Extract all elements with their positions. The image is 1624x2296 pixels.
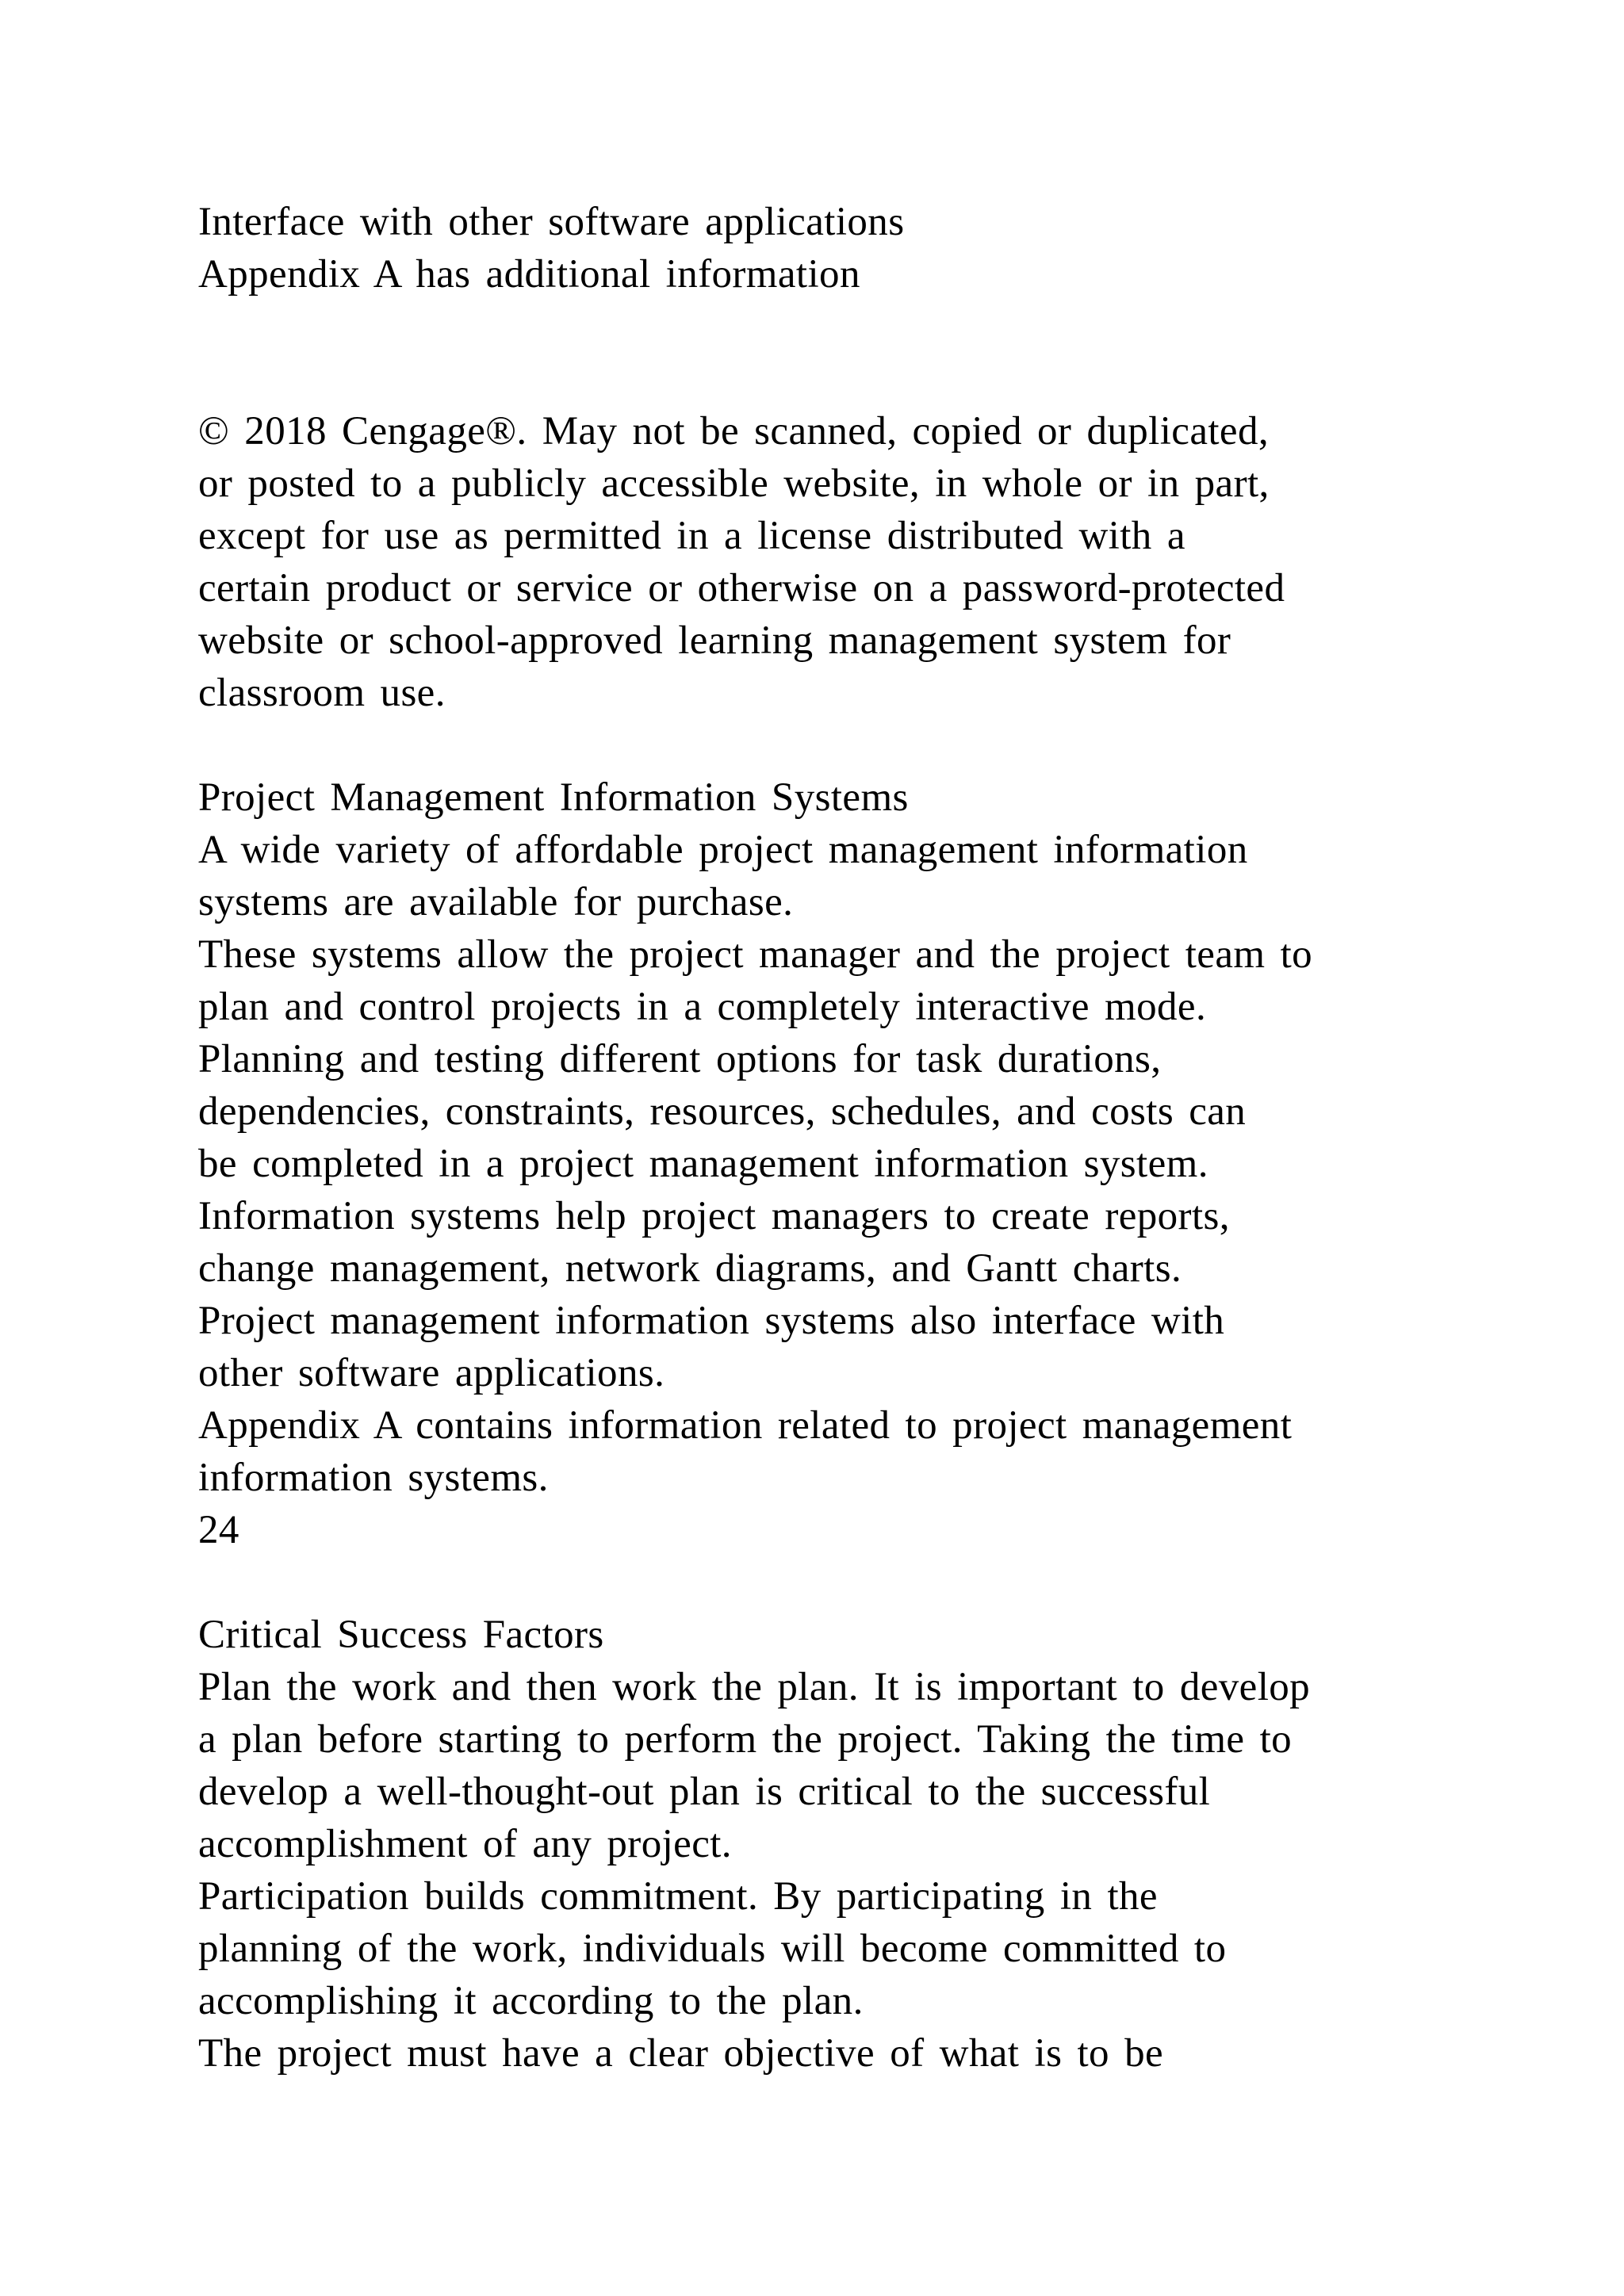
paragraph-spacer <box>198 719 1562 771</box>
text-line: a plan before starting to perform the project. Taking the time to <box>198 1717 1293 1762</box>
text-line: Project management information systems also interface with <box>198 1299 1225 1343</box>
text-line: Interface with other software applications <box>198 200 905 244</box>
text-line: be completed in a project management information system. <box>198 1142 1208 1186</box>
text-line: A wide variety of affordable project management information <box>198 828 1248 872</box>
text-line: accomplishment of any project. <box>198 1822 732 1866</box>
text-line: except for use as permitted in a license distributed with a <box>198 514 1185 558</box>
text-line: dependencies, constraints, resources, schedules, and costs can <box>198 1089 1247 1134</box>
text-line: change management, network diagrams, and Gantt charts. <box>198 1246 1182 1291</box>
text-line: systems are available for purchase. <box>198 880 794 924</box>
text-line: accomplishing it according to the plan. <box>198 1979 864 2023</box>
text-line: information systems. <box>198 1456 549 1500</box>
text-line: classroom use. <box>198 671 446 715</box>
text-line: Plan the work and then work the plan. It is important to develop <box>198 1665 1311 1709</box>
text-line: other software applications. <box>198 1351 665 1395</box>
document-body <box>198 196 1562 2080</box>
text-line: Appendix A contains information related to project management <box>198 1403 1293 1448</box>
text-line: Appendix A has additional information <box>198 252 860 297</box>
page-number: 24 <box>198 1508 239 1552</box>
text-line: plan and control projects in a completely interactive mode. <box>198 985 1207 1029</box>
section-pmis <box>198 771 1562 1556</box>
section-heading: Critical Success Factors <box>198 1613 604 1657</box>
text-line: certain product or service or otherwise on a password-protected <box>198 566 1285 610</box>
section-heading: Project Management Information Systems <box>198 775 909 820</box>
paragraph-spacer <box>198 1556 1562 1609</box>
text-line: Planning and testing different options for task durations, <box>198 1037 1162 1081</box>
text-line: or posted to a publicly accessible website, in whole or in part, <box>198 461 1270 506</box>
paragraph-interface-summary <box>198 196 1562 300</box>
text-line: website or school-approved learning management system for <box>198 618 1231 663</box>
text-line: © 2018 Cengage®. May not be scanned, copied or duplicated, <box>198 409 1270 453</box>
section-critical-success-factors <box>198 1609 1562 2080</box>
text-line: develop a well-thought-out plan is critical to the successful <box>198 1770 1211 1814</box>
text-line: Information systems help project managers to create reports, <box>198 1194 1230 1238</box>
text-line: planning of the work, individuals will become committed to <box>198 1927 1227 1971</box>
text-line: The project must have a clear objective of what is to be <box>198 2031 1164 2076</box>
text-line: Participation builds commitment. By participating in the <box>198 1874 1158 1919</box>
text-line: These systems allow the project manager and the project team to <box>198 932 1313 977</box>
paragraph-spacer <box>198 300 1562 405</box>
paragraph-copyright-notice <box>198 405 1562 719</box>
